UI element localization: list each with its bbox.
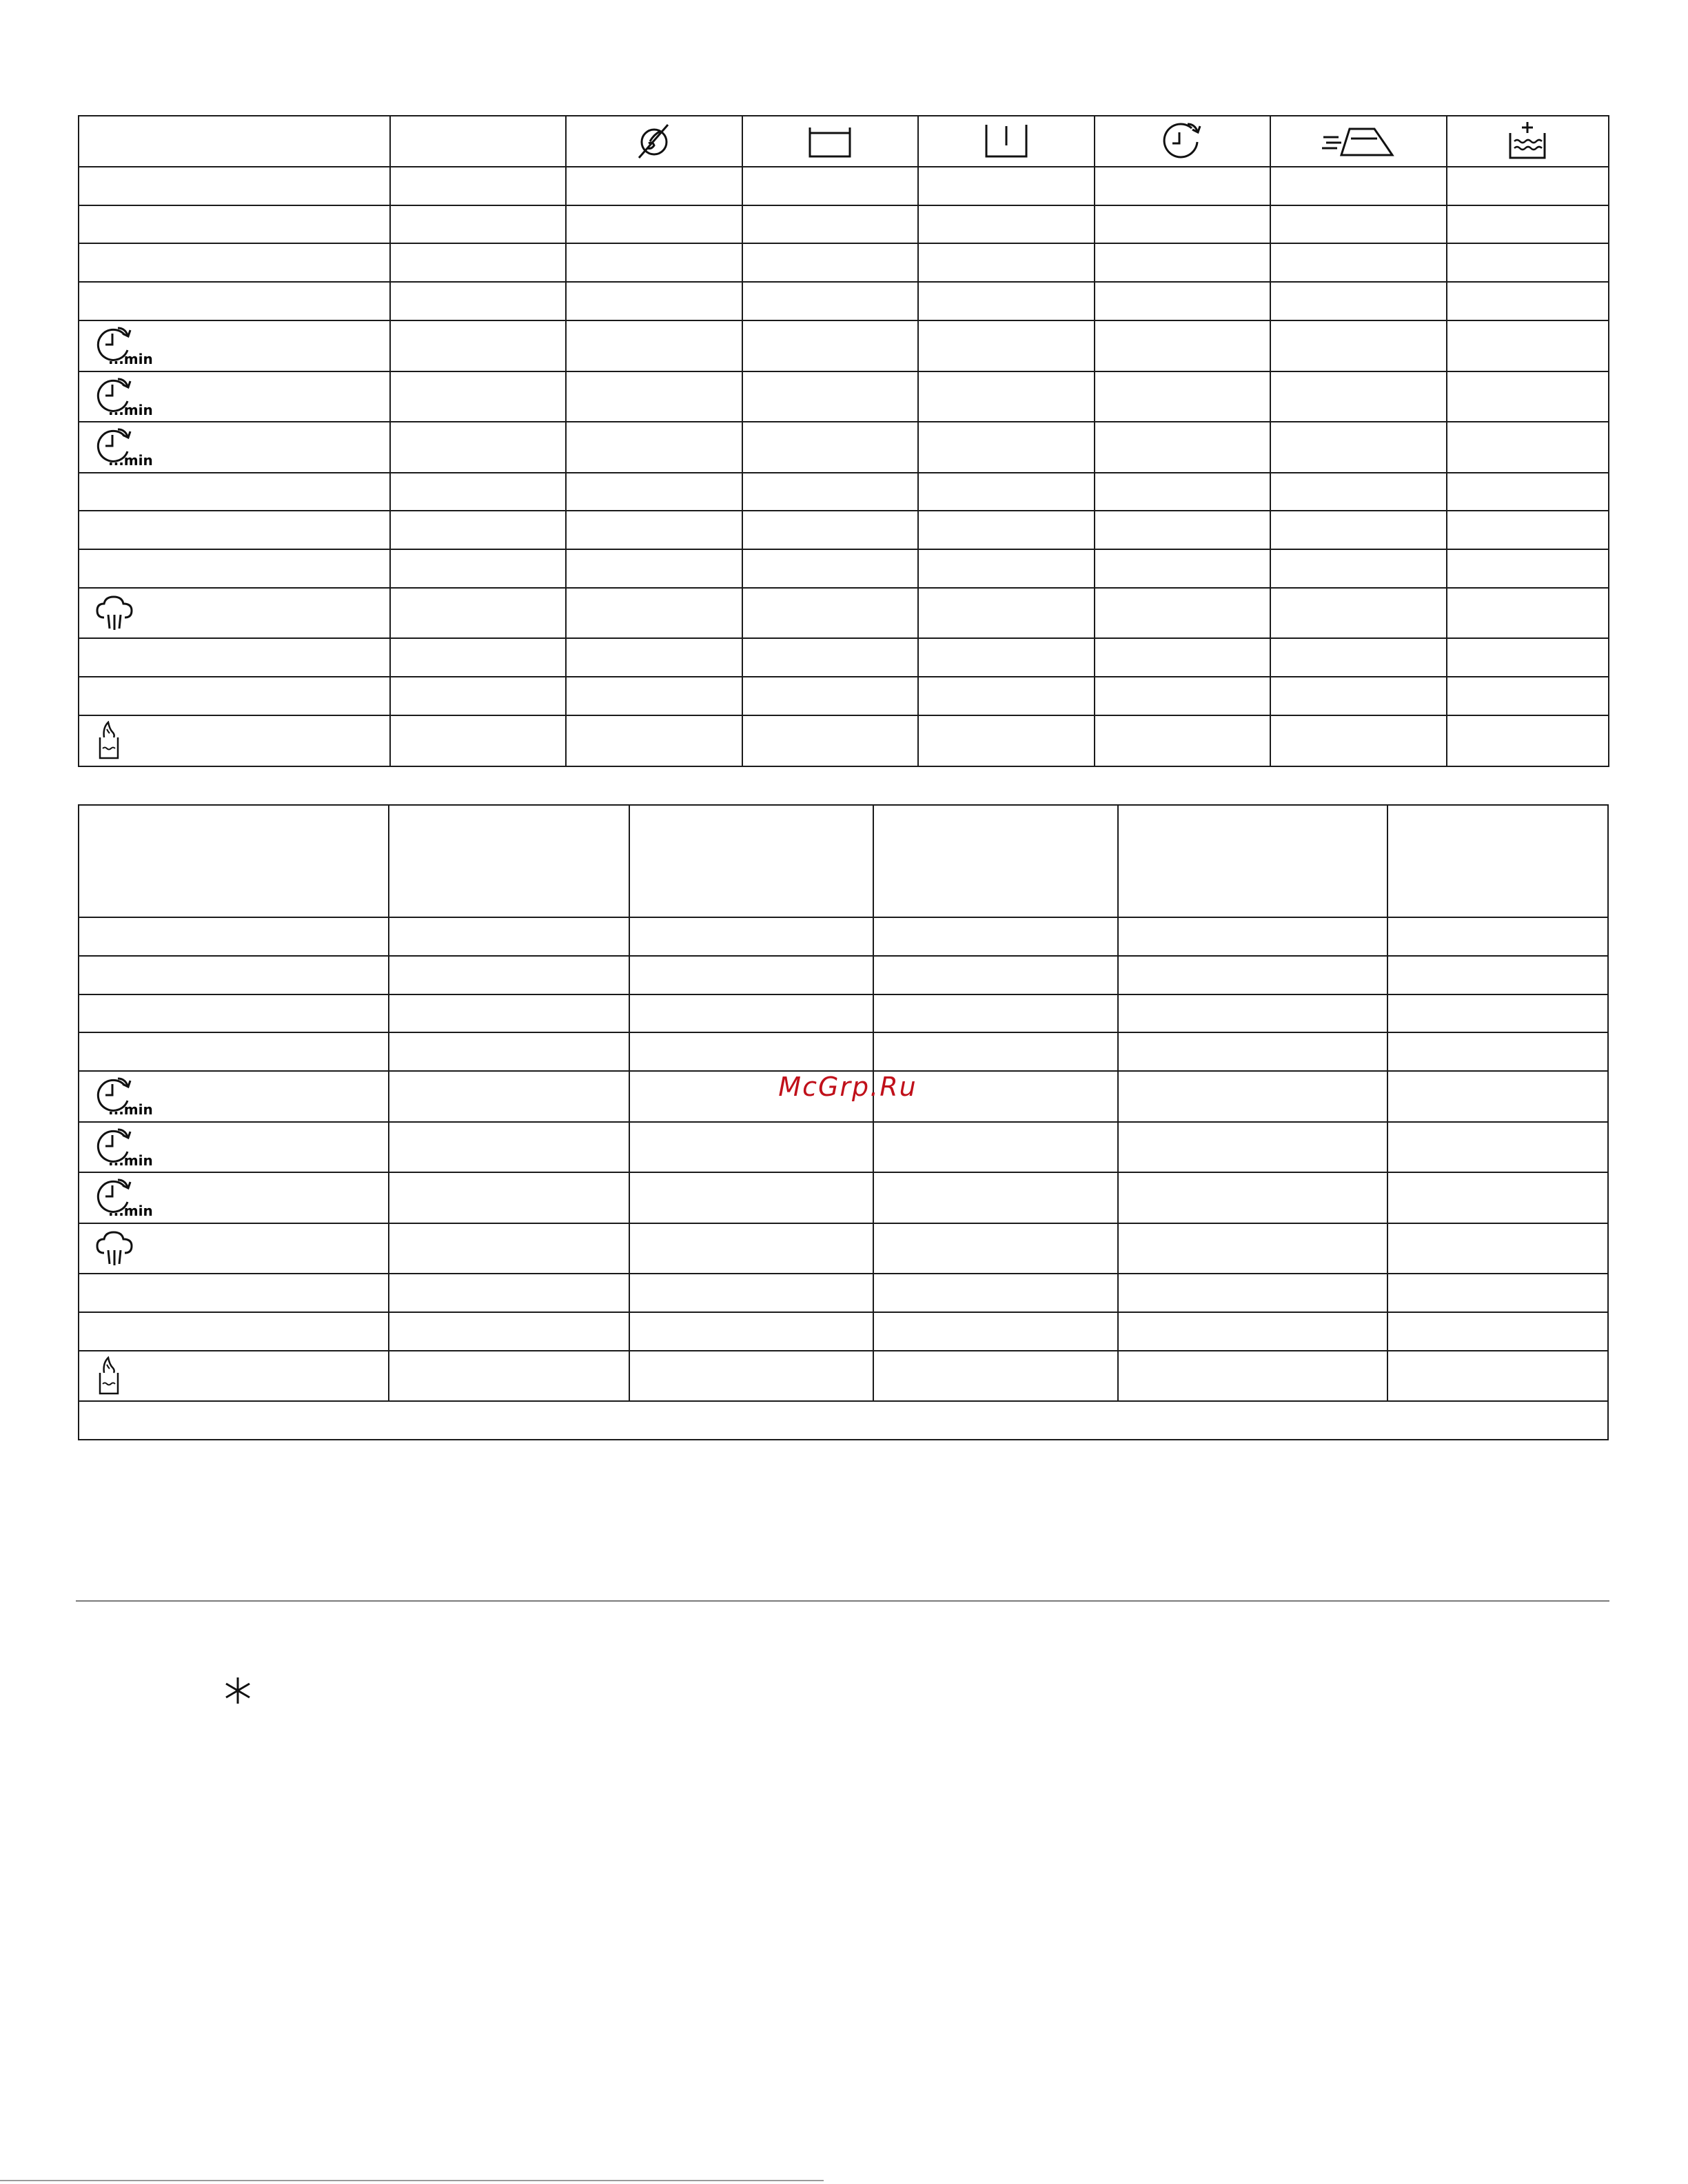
programme-options-table (78, 115, 1609, 767)
table-row (79, 473, 1609, 511)
table-row (79, 549, 1609, 588)
detergent-jug-icon (94, 721, 122, 761)
table-row (79, 1172, 1608, 1223)
header-cell (742, 116, 919, 167)
easy-iron-icon (1321, 134, 1396, 147)
timer-min-icon (94, 375, 158, 419)
divider (76, 1600, 1609, 1602)
steam-icon (94, 594, 136, 633)
timer-min-icon (94, 324, 158, 368)
svg-text:...min: ...min (108, 401, 153, 418)
table-row (79, 1351, 1608, 1401)
table-row (79, 638, 1609, 677)
table-row (79, 371, 1609, 422)
table-header-row (79, 116, 1609, 167)
table-row (79, 422, 1609, 473)
table-row (79, 511, 1609, 549)
table-row (79, 1032, 1608, 1071)
header-cell (390, 116, 566, 167)
header-cell (918, 116, 1095, 167)
table-row (79, 320, 1609, 371)
table-row (79, 677, 1609, 715)
table-row (79, 167, 1609, 205)
asterisk-icon (222, 1675, 254, 1706)
consumption-table (78, 804, 1609, 1440)
table-row (79, 282, 1609, 320)
header-cell (1270, 116, 1447, 167)
time-delay-icon (1160, 134, 1204, 147)
header-cell (566, 116, 742, 167)
table-row (79, 1122, 1608, 1172)
table-row (79, 588, 1609, 638)
table-row (79, 205, 1609, 243)
table-row (79, 243, 1609, 282)
divider (0, 2180, 824, 2181)
svg-text:...min: ...min (108, 1152, 153, 1169)
table-row (79, 1223, 1608, 1274)
table-row (79, 1312, 1608, 1351)
header-cell (79, 116, 390, 167)
timer-min-icon (94, 1074, 158, 1119)
header-cell (1447, 116, 1609, 167)
extra-water-icon (1505, 134, 1550, 147)
steam-icon (94, 1229, 136, 1268)
table-row (79, 1274, 1608, 1312)
table-header-row (79, 805, 1608, 917)
table-row (79, 715, 1609, 766)
timer-min-icon (94, 1125, 158, 1170)
svg-text:...min: ...min (108, 1101, 153, 1118)
timer-min-icon (94, 425, 158, 469)
table-row (79, 994, 1608, 1032)
svg-text:...min: ...min (108, 1203, 153, 1219)
rinse-hold-icon (982, 134, 1030, 147)
svg-text:...min: ...min (108, 351, 153, 367)
svg-text:...min: ...min (108, 452, 153, 469)
table-row (79, 956, 1608, 994)
no-spin-icon (633, 134, 675, 147)
header-cell (1095, 116, 1271, 167)
drain-icon (806, 134, 854, 147)
timer-min-icon (94, 1176, 158, 1220)
detergent-jug-icon (94, 1356, 122, 1396)
table-row (79, 917, 1608, 956)
watermark: McGrp.Ru (778, 1072, 917, 1102)
table-footer-row (79, 1401, 1608, 1440)
